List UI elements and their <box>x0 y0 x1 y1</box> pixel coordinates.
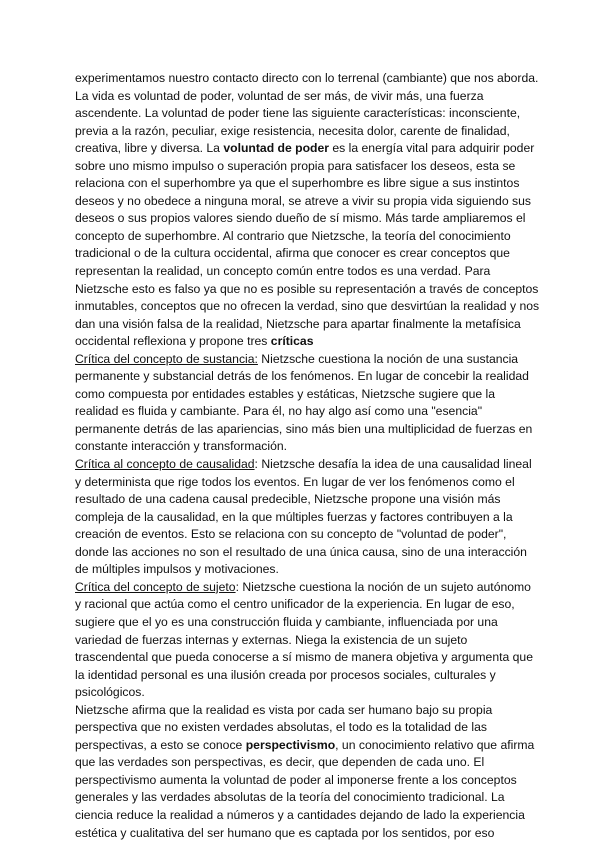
heading-critica-sujeto: Crítica del concepto de sujeto <box>75 579 236 594</box>
bold-term-voluntad-de-poder: voluntad de poder <box>223 141 329 156</box>
paragraph-text: Nietzsche afirma que la realidad es vista por cada ser humano bajo su propia perspectiva que no existen verdades absolutas, el todo es la totalidad de las perspectivas, a esto se conoce <box>75 702 493 752</box>
paragraph-text: , un conocimiento relativo que afirma que las verdades son perspectivas, es decir, que dependen de cada uno. El perspectivismo aumenta la voluntad de poder al imponerse frente a los conceptos generales y las verdades absolutas de la teoría del conocimiento tradicional. La ciencia reduce la realidad a números y a cantidades dejando de lado la experiencia estética y cualitativa del ser humano que es captada por los sentidos, por eso <box>75 737 535 840</box>
heading-critica-causalidad: Crítica al concepto de causalidad <box>75 457 255 472</box>
paragraph-critica-sustancia <box>75 351 540 456</box>
paragraph-text: Nietzsche cuestiona la noción de una sustancia permanente y substancial detrás de los fenómenos. En lugar de concebir la realidad como compuesta por entidades estables y estáticas, Nietzsche sugiere que la realidad es fluida y cambiante. Para él, no hay algo así como una "esencia" permanente detrás de las apariencias, sino más bien una multiplicidad de fuerzas en constante interacción y transformación. <box>75 351 533 454</box>
paragraph-voluntad-de-poder <box>75 70 540 351</box>
paragraph-text: : Nietzsche cuestiona la noción de un sujeto autónomo y racional que actúa como el centro unificador de la experiencia. En lugar de eso, sugiere que el yo es una construcción fluida y cambiante, influenciada por una variedad de fuerzas internas y externas. Niega la existencia de un sujeto trascendental que pueda conocerse a sí mismo de manera objetiva y argumenta que la identidad personal es una ilusión creada por procesos sociales, culturales y psicológicos. <box>75 579 533 700</box>
paragraph-text: experimentamos nuestro contacto directo con lo terrenal (cambiante) que nos aborda. La vida es voluntad de poder, voluntad de ser más, de vivir más, una fuerza ascendente. La voluntad de poder tiene las siguiente características: inconsciente, previa a la razón, peculiar, exige resistencia, necesita dolor, carente de finalidad, creativa, libre y diversa. La <box>75 71 539 156</box>
paragraph-critica-causalidad <box>75 456 540 579</box>
bold-term-perspectivismo: perspectivismo <box>245 737 336 752</box>
paragraph-perspectivismo <box>75 702 540 842</box>
bold-term-criticas: críticas <box>270 334 314 349</box>
paragraph-critica-sujeto <box>75 579 540 702</box>
paragraph-text: es la energía vital para adquirir poder sobre uno mismo impulso o superación propia para satisfacer los deseos, esta se relaciona con el superhombre ya que el superhombre es libre sigue a sus instintos deseos y no obedece a ninguna moral, se atreve a vivir su propia vida siguiendo sus deseos o sus propios valores siendo dueño de sí mismo. Más tarde ampliaremos el concepto de superhombre. Al contrario que Nietzsche, la teoría del conocimiento tradicional o de la cultura occidental, afirma que conocer es crear conceptos que representan la realidad, un concepto común entre todos es una verdad. Para Nietzsche esto es falso ya que no es posible su representación a través de conceptos inmutables, conceptos que no ofrecen la verdad, sino que desvirtúan la realidad y nos dan una visión falsa de la realidad, Nietzsche para apartar finalmente la metafísica occidental reflexiona y propone tres <box>75 141 540 349</box>
heading-critica-sustancia: Crítica del concepto de sustancia: <box>75 351 258 366</box>
paragraph-text: : Nietzsche desafía la idea de una causalidad lineal y determinista que rige todos los eventos. En lugar de ver los fenómenos como el resultado de una cadena causal predecible, Nietzsche propone una visión más compleja de la causalidad, en la que múltiples fuerzas y factores contribuyen a la creación de eventos. Esto se relaciona con su concepto de "voluntad de poder", donde las acciones no son el resultado de una única causa, sino de una interacción de múltiples impulsos y motivaciones. <box>75 457 532 577</box>
